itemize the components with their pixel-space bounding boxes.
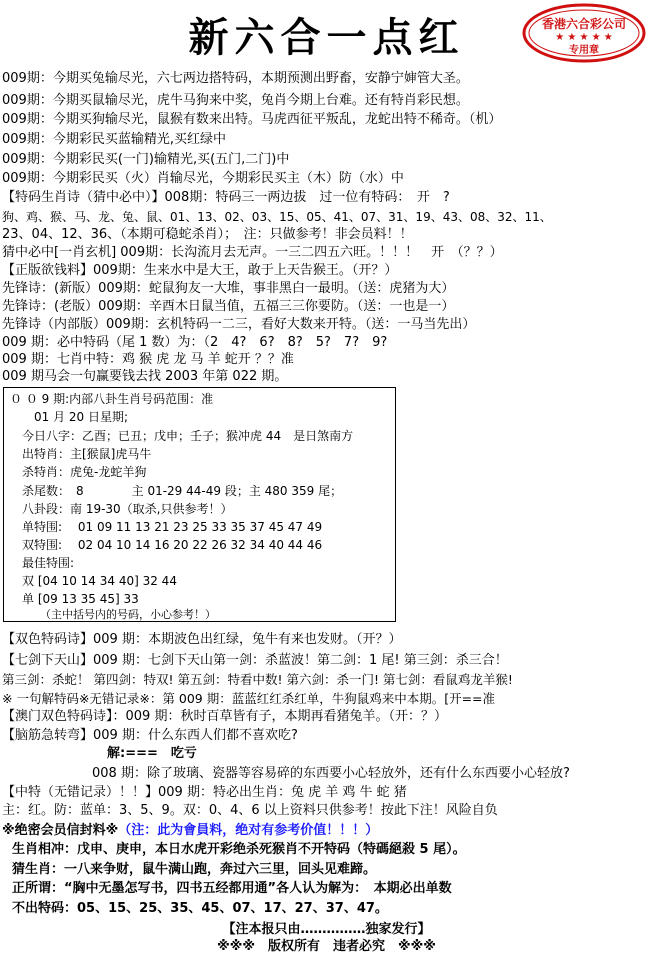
vip-line: 生肖相冲：戊申、庚申，本日水虎开彩绝杀死猴肖不开特码（特碼絕殺 5 尾）。: [12, 842, 466, 857]
text-line: 009期：今期买兔输尽光，六七两边搭特码，本期预测出野畜，安静宁婶管大圣。: [2, 71, 469, 86]
svg-text:★ ★ ★ ★ ★: ★ ★ ★ ★ ★: [555, 32, 613, 43]
vip-line: 猜生肖：一八来争财，鼠牛满山跑，奔过六三里，回头见难蹄。: [12, 862, 377, 877]
box-line: 01 月 20 日星期;: [34, 410, 129, 424]
box-line: 出特肖：主[猴鼠]虎马牛: [22, 447, 152, 461]
text-line: 【双色特码诗】009 期：本期波色出红绿，兔牛有来也发财。（开？）: [2, 632, 402, 647]
text-line: 009期：今期彩民买(一门)输精光,买(五门,二门)中: [2, 152, 290, 167]
text-line: 猜中必中[一肖玄机] 009期：长沟流月去无声。一三二四五六旺。！！！ 开 （？？）: [2, 245, 503, 260]
box-line: 双 [04 10 14 34 40] 32 44: [22, 574, 177, 588]
company-stamp: [521, 2, 647, 64]
box-line: 八卦段：南 19-30（取杀,只供参考！）: [22, 502, 233, 516]
text-line: 狗、鸡、猴、马、龙、兔、鼠、01、13、02、03、15、05、41、07、31、19、43、08、32、11、: [2, 210, 552, 224]
box-line: 最佳特围:: [22, 556, 75, 570]
footer-copyright: ※※※ 版权所有 违者必究 ※※※: [217, 939, 436, 954]
riddle-answer: 解:=== 吃亏: [107, 746, 197, 761]
text-line: 23、04、12、36、（本期可稳蛇杀肖）； 注：只做参考！非会员料！！: [2, 227, 413, 242]
vip-heading: [2, 822, 378, 839]
box-line: 今日八字：乙酉；已丑；戊申；壬子；猴冲虎 44 是日煞南方: [22, 429, 354, 443]
vip-line: 正所谓：“胸中无墨怎写书，四书五经都用通”各人认为解为： 本期必出单数: [12, 881, 452, 896]
box-line: 双特围: 02 04 10 14 16 20 22 26 32 34 40 44 46: [22, 538, 323, 552]
box-line: 杀特肖：虎兔-龙蛇羊狗: [22, 465, 147, 479]
special-line: 【中特（无错记录）！！】009 期：特必出生肖：兔 虎 羊 鸡 牛 蛇 猪: [2, 785, 407, 800]
text-line: 先锋诗（内部版）009期：玄机特码一二三，看好大数来开特。（送：一马当先出）: [2, 317, 476, 332]
vip-line: 不出特码：05、15、25、35、45、07、17、27、37、47。: [12, 901, 388, 916]
text-line: 009 期马会一句赢要钱去找 2003 年第 022 期。: [2, 369, 288, 384]
vip-note: （注：此为會員料，绝对有参考价值！！！）: [118, 823, 379, 838]
text-line: 009期：今期彩民买蓝输精光,买红绿中: [2, 132, 226, 147]
text-line: 先锋诗：(老版）009期：辛酉木日鼠当值，五福三三你要防。（送：一也是一）: [2, 299, 455, 314]
vip-label: ※绝密会员信封料※: [2, 823, 119, 838]
box-line: ０ ０ 9 期:内部八卦生肖号码范围：准: [10, 392, 214, 406]
box-line: 杀尾数： 8 主 01-29 44-49 段；主 480 359 尾；: [22, 484, 343, 498]
text-line: 009期：今期买狗输尽光，鼠猴有数来出特。马虎西征平叛乱，龙蛇出特不稀奇。（机）: [2, 112, 502, 127]
page-title: 新六合一点红: [188, 14, 465, 61]
bagua-box: [3, 387, 396, 622]
text-line: 【七剑下天山】009 期：七剑下天山第一剑：杀蓝波！第二剑：1 尾! 第三剑：杀三合！: [2, 653, 508, 668]
text-line: 【脑筋急转弯】009 期：什么东西人们都不喜欢吃?: [2, 728, 298, 743]
riddle-008: 008 期：除了玻璃、瓷器等容易碎的东西要小心轻放外，还有什么东西要小心轻放?: [92, 766, 570, 781]
stamp-top-text: 香港六合彩公司: [541, 17, 627, 31]
text-line: 先锋诗：(新版）009期：蛇鼠狗友一大堆，事非黑白一最明。（送：虎猪为大）: [2, 281, 455, 296]
stamp-bottom-text: 专用章: [569, 45, 599, 56]
text-line: 009 期：必中特码（尾 1 数）为：（2 4? 6? 8? 5? 7? 9?: [2, 335, 388, 350]
box-line: 单特围: 01 09 11 13 21 23 25 33 35 37 45 47 49: [22, 520, 323, 534]
text-line: 009期：今期买鼠输尽光，虎牛马狗来中奖，兔肖今期上台难。还有特肖彩民想。: [2, 93, 469, 108]
text-line: 009 期：七肖中特：鸡 猴 虎 龙 马 羊 蛇开 ？？准: [2, 352, 294, 367]
box-line: 单 [09 13 35 45] 33: [22, 592, 139, 606]
text-line: ※ 一句解特码※无错记录※：第 009 期：蓝蓝红红杀红单，牛狗鼠鸡来中本期。[开==准: [2, 691, 496, 706]
footer-publisher: 【注本报只由……………独家发行】: [222, 922, 431, 937]
box-line: （主中括号内的号码，小心参考！）: [40, 608, 216, 621]
text-line: 【正版欲钱料】009期：生来水中是大王，敢于上天告猴王。（开？）: [2, 263, 398, 278]
text-line: 第三剑：杀蛇！ 第四剑：特双! 第五剑：特看中数! 第六剑：杀一门! 第七剑：看鼠鸡龙羊猴!: [2, 672, 513, 687]
text-line: 【澳门双色特码诗】：009 期：秋时百草皆有子，本期再看猪兔羊。（开：？）: [2, 709, 447, 724]
text-line: 009期：今期彩民买（火）肖输尽光，今期彩民买主（木）防（水）中: [2, 171, 404, 186]
text-line: 【特码生肖诗（猜中必中）】008期：特码三一两边拔 过一位有特码： 开 ?: [2, 190, 450, 205]
main-line: 主：红。防：蓝单：3、5、9。双：0、4、6 以上资料只供参考！按此下注！风险自负: [2, 803, 498, 818]
